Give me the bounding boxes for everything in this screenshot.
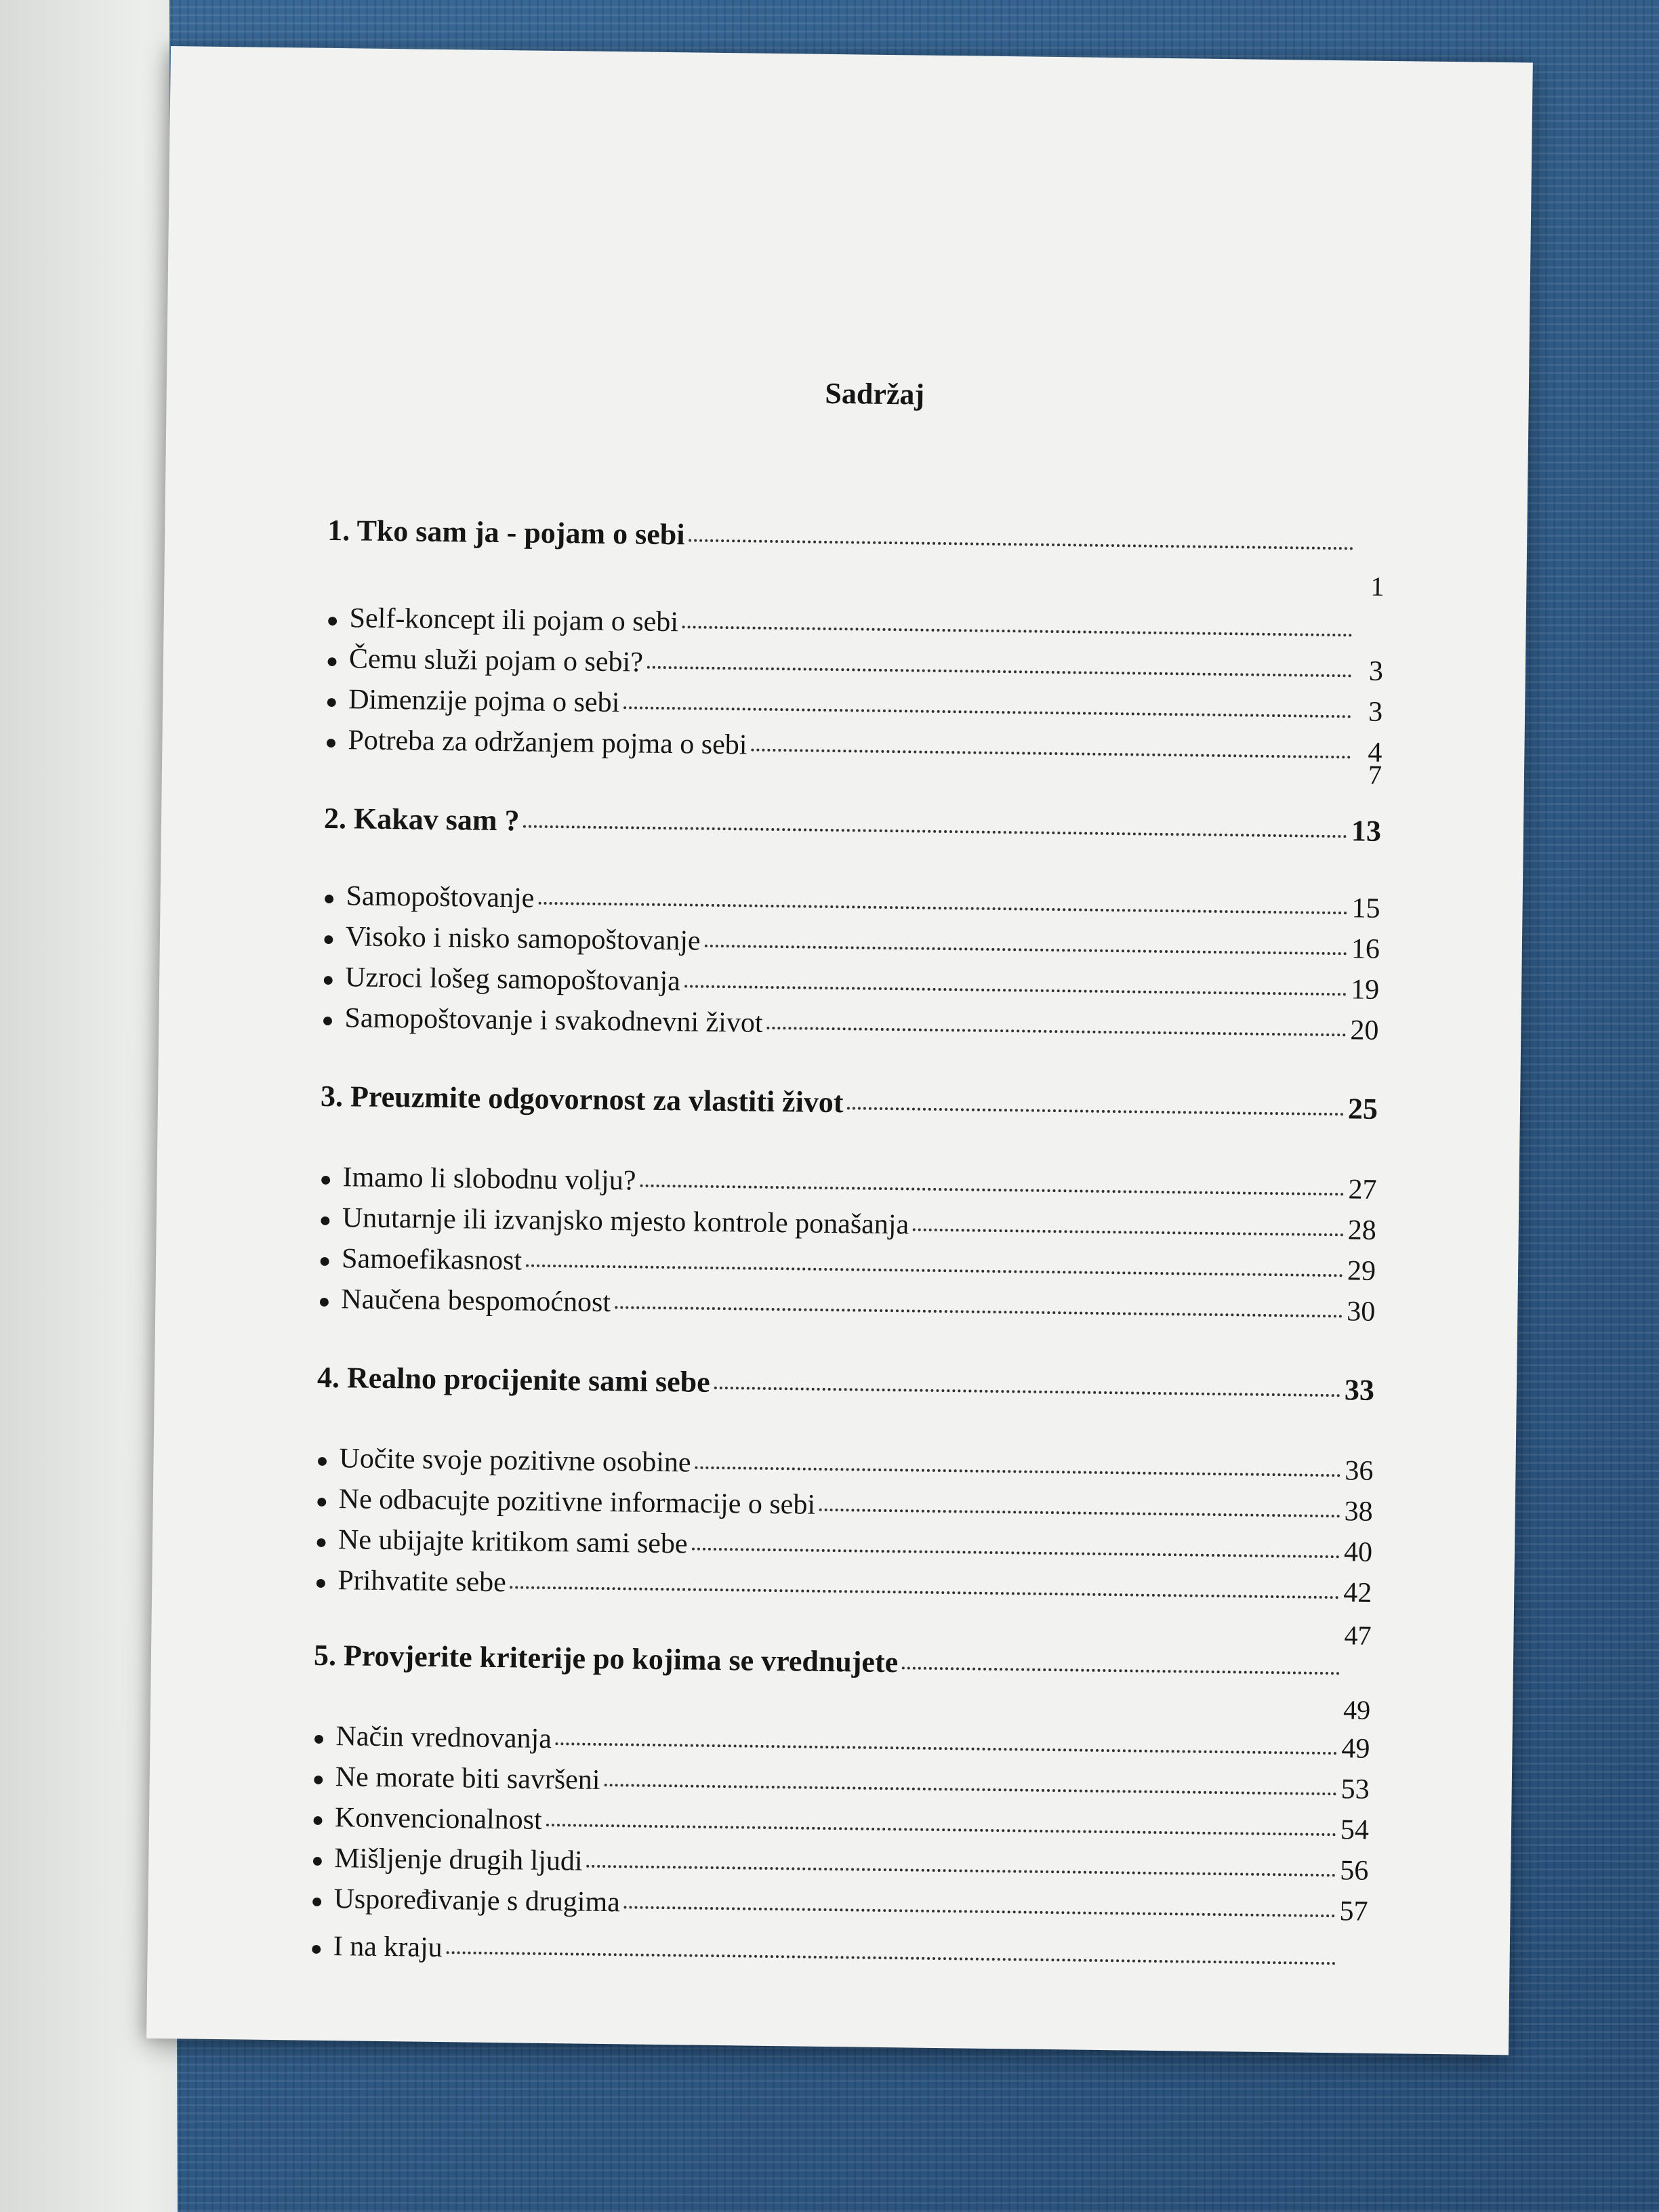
toc-item: ● Uspoređivanje s drugima 57 xyxy=(310,1883,1368,1927)
toc-item: ● Prihvatite sebe 42 xyxy=(314,1565,1372,1609)
bullet-icon: ● xyxy=(315,1490,329,1513)
bullet-icon: ● xyxy=(318,1290,331,1313)
toc-heading-3: 3. Preuzmite odgovornost za vlastiti život 25 xyxy=(320,1079,1378,1126)
toc-page-number: 49 xyxy=(1343,1694,1371,1725)
bullet-icon: ● xyxy=(314,1571,327,1594)
toc-heading-5: 5. Provjerite kriterije po kojima se vrednujete xyxy=(314,1641,1371,1683)
dot-leader xyxy=(647,666,1352,678)
bullet-icon: ● xyxy=(321,1008,334,1032)
toc-title: Sadržaj xyxy=(825,376,925,411)
bullet-icon: ● xyxy=(319,1168,332,1191)
dot-leader xyxy=(766,1027,1346,1036)
dot-leader xyxy=(640,1185,1344,1196)
toc-page-number: 1 xyxy=(1370,571,1385,602)
toc-heading-2: 2. Kakav sam ? 13 xyxy=(323,801,1382,848)
toc-item: ● Samopoštovanje 15 xyxy=(323,880,1380,924)
bullet-icon: ● xyxy=(310,1937,323,1960)
dot-leader xyxy=(546,1824,1336,1836)
toc-item: ● Self-koncept ili pojam o sebi xyxy=(326,604,1383,645)
dot-leader xyxy=(682,626,1353,636)
dot-leader xyxy=(689,539,1353,550)
bullet-icon: ● xyxy=(312,1767,325,1790)
bullet-icon: ● xyxy=(311,1808,325,1831)
dot-leader xyxy=(604,1784,1336,1795)
dot-leader xyxy=(695,1467,1340,1477)
toc-page-number: 7 xyxy=(1368,759,1382,790)
bullet-icon: ● xyxy=(322,927,335,951)
dot-leader xyxy=(913,1229,1344,1237)
toc-item: ● Čemu služi pojam o sebi? 3 xyxy=(325,643,1384,687)
dot-leader xyxy=(538,902,1347,915)
bullet-icon: ● xyxy=(316,1449,329,1472)
toc-item: ● Ne odbacujte pozitivne informacije o sebi 38 xyxy=(315,1483,1373,1528)
toc-heading-1: 1. Tko sam ja - pojam o sebi xyxy=(327,516,1385,558)
dot-leader xyxy=(714,1387,1340,1397)
dot-leader xyxy=(751,749,1351,759)
toc-item: ● Unutarnje ili izvanjsko mjesto kontrole ponašanja 28 xyxy=(319,1202,1377,1246)
dot-leader xyxy=(615,1306,1343,1317)
dot-leader xyxy=(510,1586,1340,1599)
bullet-icon: ● xyxy=(321,968,335,991)
bullet-icon: ● xyxy=(318,1249,331,1273)
dot-leader xyxy=(704,945,1347,956)
book-page xyxy=(146,46,1533,2055)
toc-item: ● Imamo li slobodnu volju? 27 xyxy=(319,1162,1377,1206)
bullet-icon: ● xyxy=(312,1727,325,1750)
bullet-icon: ● xyxy=(326,609,339,632)
dot-leader xyxy=(523,825,1347,838)
toc-item: ● Visoko i nisko samopoštovanje 16 xyxy=(322,921,1380,965)
toc-item: ● I na kraju xyxy=(310,1932,1368,1973)
dot-leader xyxy=(684,985,1347,996)
bullet-icon: ● xyxy=(325,731,337,754)
toc-item: ● Mišljenje drugih ljudi 56 xyxy=(311,1843,1369,1887)
dot-leader xyxy=(556,1742,1338,1755)
toc-item: ● Ne morate biti savršeni 53 xyxy=(312,1761,1370,1805)
dot-leader xyxy=(587,1865,1336,1877)
dot-leader xyxy=(819,1509,1340,1517)
toc-page-number: 47 xyxy=(1344,1620,1372,1651)
bullet-icon: ● xyxy=(314,1530,328,1553)
toc-item: ● Samopoštovanje i svakodnevni život 20 xyxy=(321,1002,1379,1046)
dot-leader xyxy=(902,1666,1340,1675)
toc-item: ● Uočite svoje pozitivne osobine 36 xyxy=(316,1443,1374,1487)
toc-item: ● Naučena bespomoćnost 30 xyxy=(318,1284,1376,1328)
bullet-icon: ● xyxy=(319,1208,332,1232)
toc-item: ● Potreba za održanjem pojma o sebi 4 xyxy=(325,724,1382,769)
bullet-icon: ● xyxy=(325,690,338,714)
toc-item: ● Način vrednovanja 49 xyxy=(312,1721,1370,1765)
toc-heading-4: 4. Realno procijenite sami sebe 33 xyxy=(316,1360,1375,1407)
dot-leader xyxy=(526,1265,1343,1277)
bullet-icon: ● xyxy=(325,649,339,673)
dot-leader xyxy=(447,1951,1336,1965)
dot-leader xyxy=(624,1906,1336,1917)
toc-item: ● Ne ubijajte kritikom sami sebe 40 xyxy=(314,1524,1373,1568)
toc-item: ● Uzroci lošeg samopoštovanja 19 xyxy=(321,962,1380,1006)
bullet-icon: ● xyxy=(323,886,335,910)
dot-leader xyxy=(847,1107,1344,1115)
dot-leader xyxy=(691,1548,1339,1559)
toc-item: ● Konvencionalnost 54 xyxy=(311,1802,1370,1846)
toc-item: ● Dimenzije pojma o sebi 3 xyxy=(325,684,1383,728)
toc-item: ● Samoefikasnost 29 xyxy=(318,1243,1376,1287)
bullet-icon: ● xyxy=(311,1849,324,1872)
dot-leader xyxy=(623,706,1351,718)
bullet-icon: ● xyxy=(310,1889,323,1912)
